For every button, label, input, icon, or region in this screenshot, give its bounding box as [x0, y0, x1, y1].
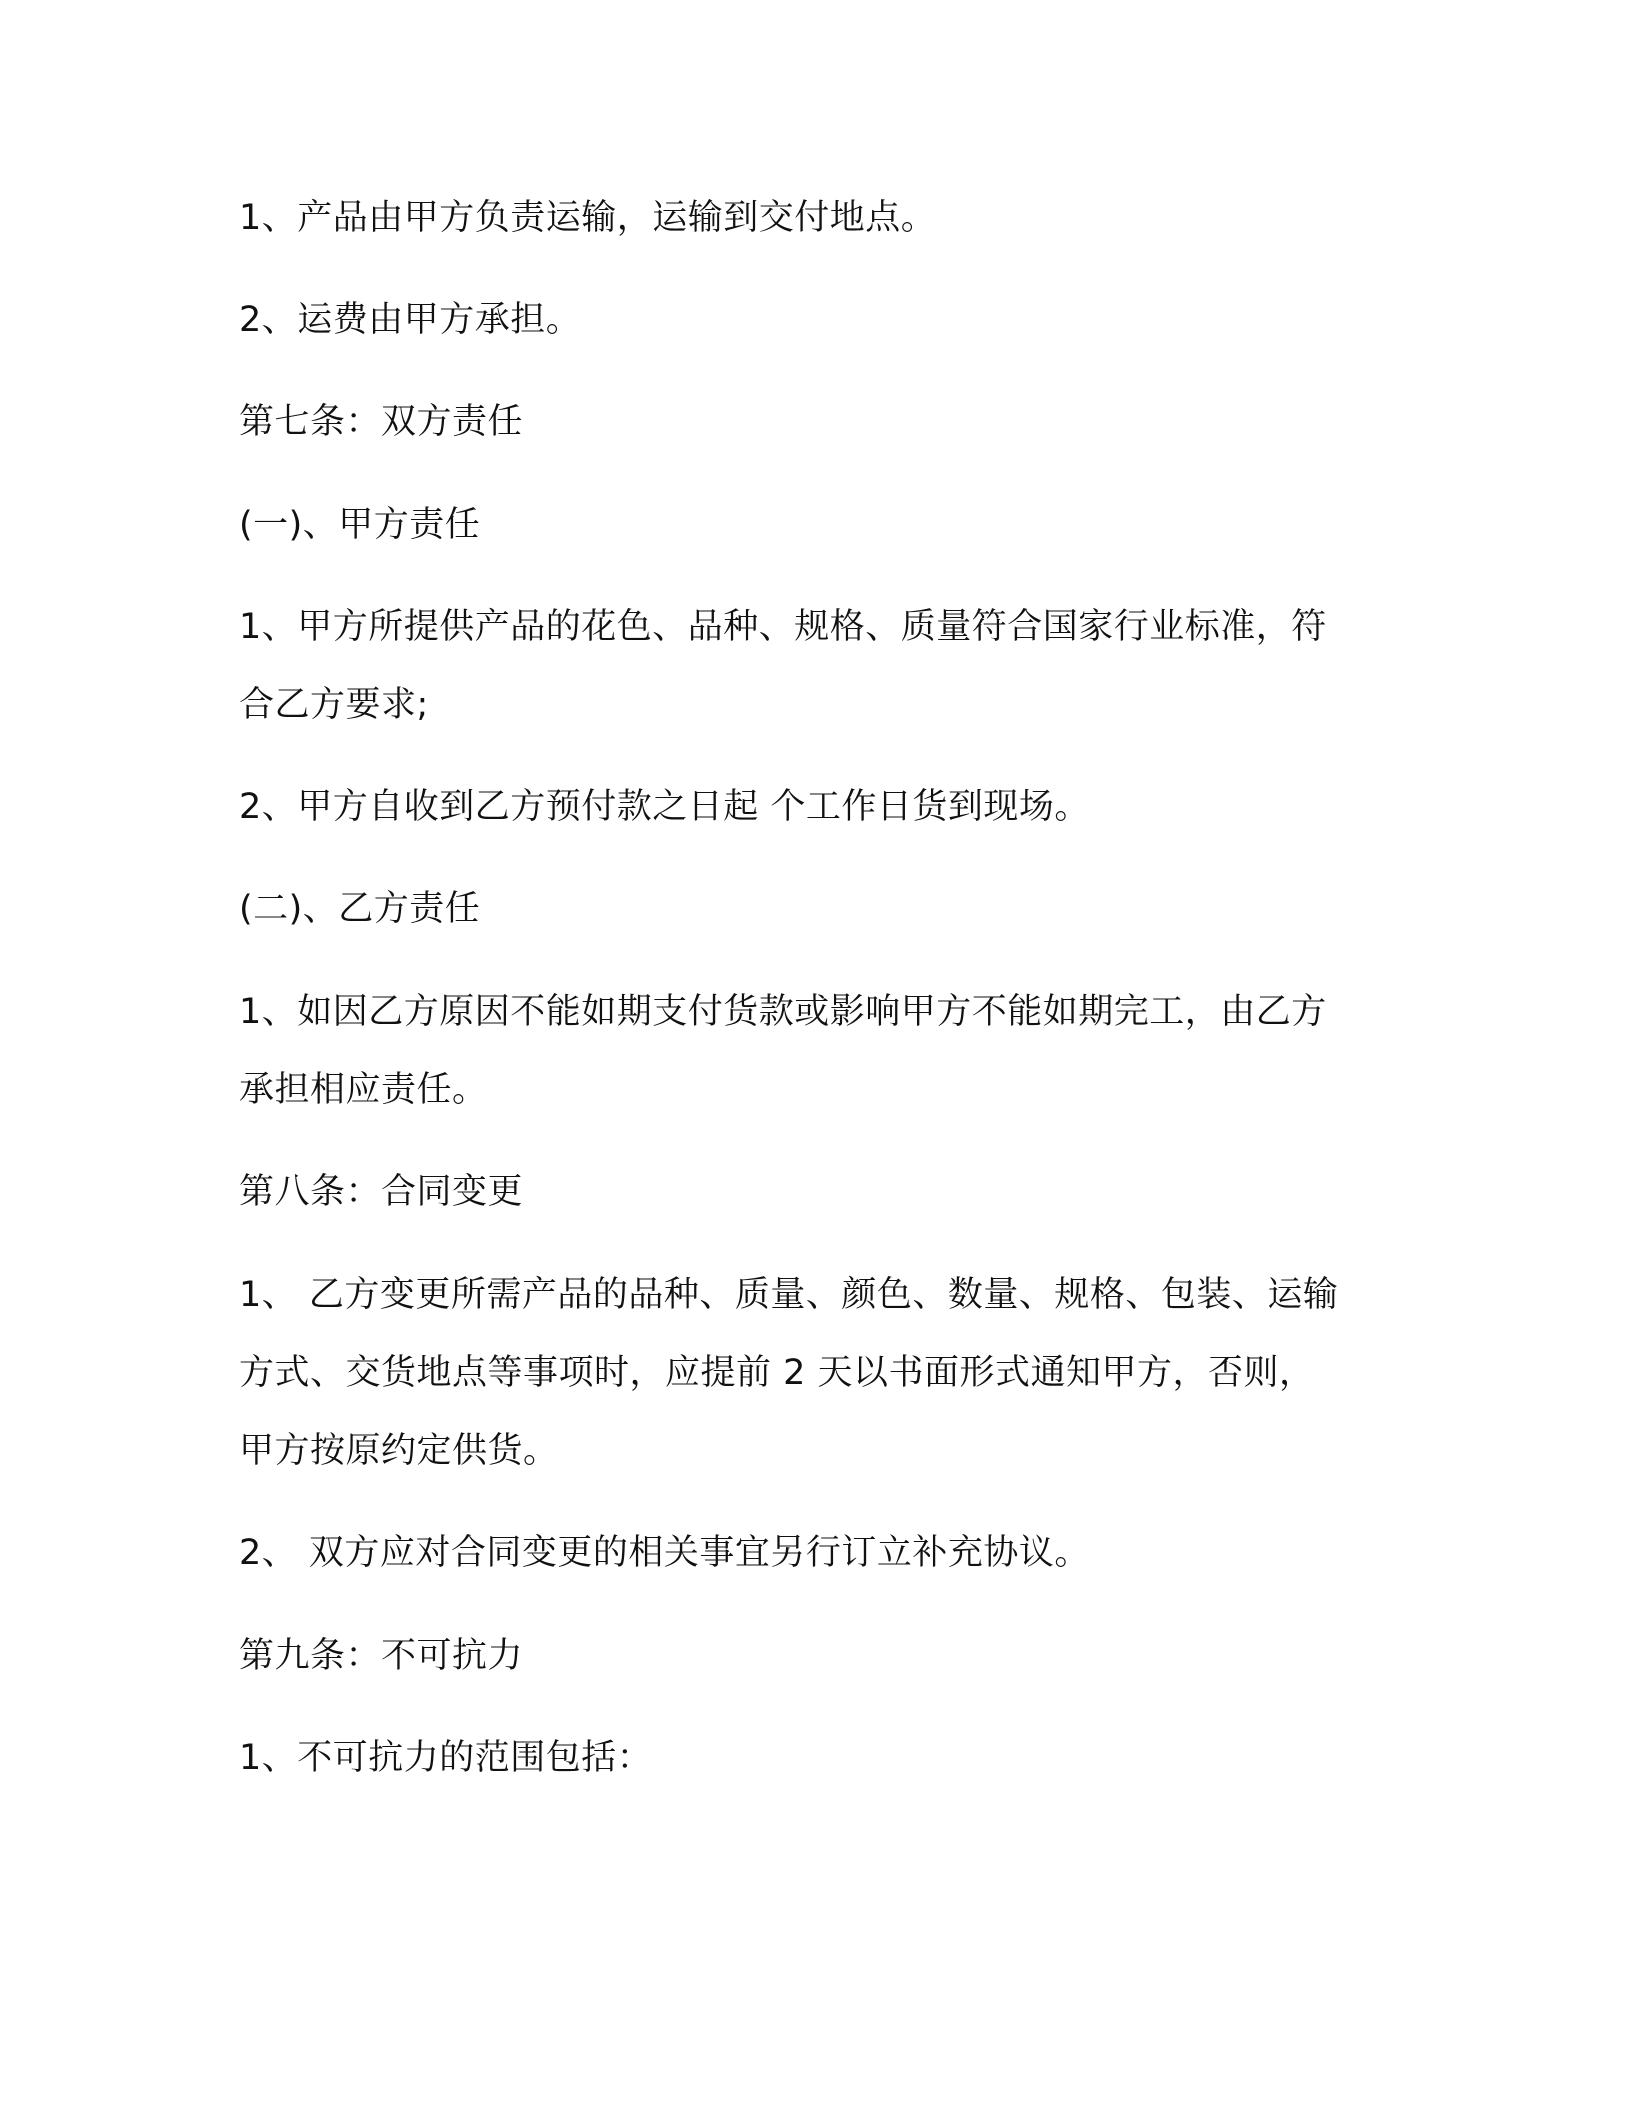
party-a-item-1-line-2: 合乙方要求;	[239, 685, 429, 725]
clause-8-item-2: 2、 双方应对合同变更的相关事宜另行订立补充协议。	[239, 1533, 1090, 1573]
clause-7-heading: 第七条：双方责任	[239, 402, 524, 442]
clause-9-heading: 第九条：不可抗力	[239, 1636, 524, 1676]
party-a-heading: (一)、甲方责任	[239, 505, 481, 545]
party-b-item-1-line-1: 1、如因乙方原因不能如期支付货款或影响甲方不能如期完工，由乙方	[239, 992, 1327, 1032]
clause-8-item-1-line-1: 1、 乙方变更所需产品的品种、质量、颜色、数量、规格、包装、运输	[239, 1275, 1339, 1315]
party-b-item-1-line-2: 承担相应责任。	[239, 1070, 488, 1110]
party-a-item-1-line-1: 1、甲方所提供产品的花色、品种、规格、质量符合国家行业标准，符	[239, 607, 1327, 647]
clause-6-item-2: 2、运费由甲方承担。	[239, 300, 582, 340]
clause-8-item-1-line-3: 甲方按原约定供货。	[239, 1431, 559, 1471]
clause-8-item-1-line-2: 方式、交货地点等事项时，应提前 2 天以书面形式通知甲方，否则，	[239, 1353, 1315, 1393]
clause-9-item-1: 1、不可抗力的范围包括：	[239, 1738, 653, 1778]
party-a-item-2: 2、甲方自收到乙方预付款之日起 个工作日货到现场。	[239, 787, 1090, 827]
clause-8-heading: 第八条：合同变更	[239, 1172, 524, 1212]
clause-6-item-1: 1、产品由甲方负责运输，运输到交付地点。	[239, 198, 937, 238]
party-b-heading: (二)、乙方责任	[239, 889, 481, 929]
